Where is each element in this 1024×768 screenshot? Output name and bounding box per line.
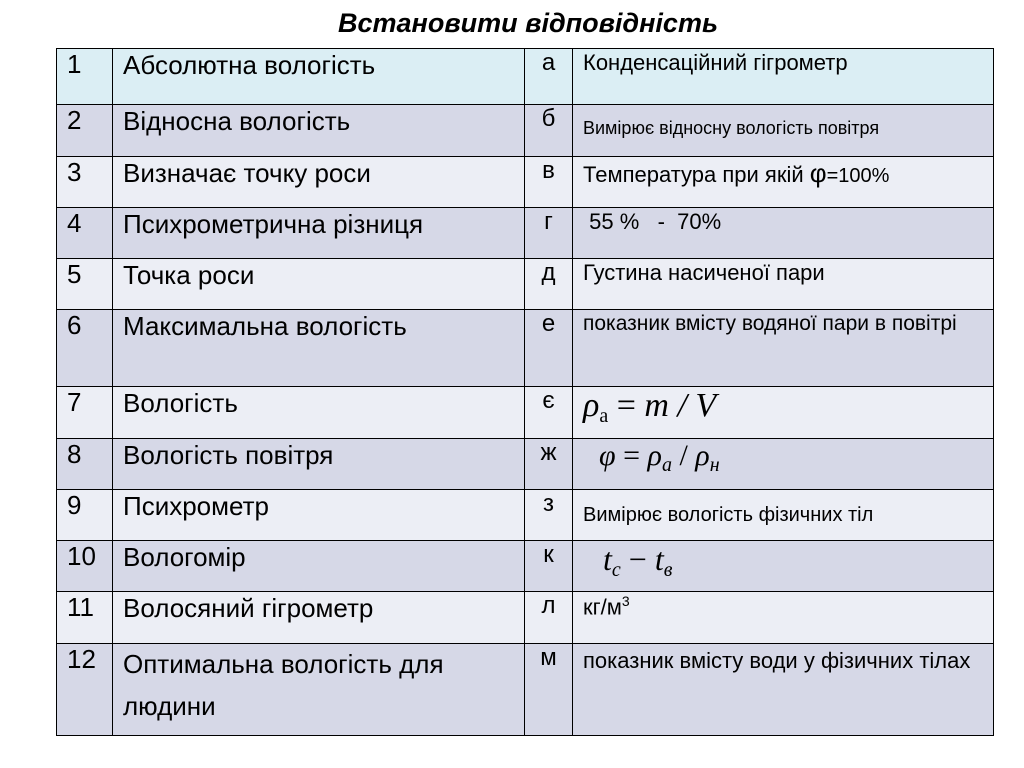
letter-cell: г xyxy=(525,208,573,259)
letter-cell: ж xyxy=(525,439,573,490)
table-row xyxy=(57,644,994,736)
definition-cell xyxy=(573,592,994,644)
term-cell: Вологість xyxy=(113,387,525,439)
letter-cell: є xyxy=(525,387,573,439)
formula-cell xyxy=(573,541,994,592)
row-number: 1 xyxy=(57,49,113,105)
unit-base: кг/м xyxy=(583,594,622,620)
formula-subscript: н xyxy=(709,454,720,476)
formula-subscript: а xyxy=(599,405,609,427)
formula-rhs: m / V xyxy=(644,387,717,424)
term-cell: Психрометр xyxy=(113,490,525,541)
row-number: 4 xyxy=(57,208,113,259)
formula-subscript: c xyxy=(611,559,621,581)
equals-sign: = xyxy=(623,439,641,472)
row-number: 3 xyxy=(57,157,113,208)
term-cell: Оптимальна вологість для людини xyxy=(113,644,525,736)
table-row xyxy=(57,259,994,310)
definition-cell: Конденсаційний гігрометр xyxy=(573,49,994,105)
definition-text: Температура при якій xyxy=(583,162,810,187)
row-number: 7 xyxy=(57,387,113,439)
rho-symbol: ρ xyxy=(647,439,662,472)
row-number: 8 xyxy=(57,439,113,490)
minus-sign: − xyxy=(620,541,655,577)
letter-cell: л xyxy=(525,592,573,644)
row-number: 11 xyxy=(57,592,113,644)
row-number: 5 xyxy=(57,259,113,310)
row-number: 2 xyxy=(57,105,113,157)
t-symbol: t xyxy=(654,541,664,577)
letter-cell: а xyxy=(525,49,573,105)
table-row xyxy=(57,157,994,208)
table-row xyxy=(57,387,994,439)
phi-symbol: φ xyxy=(809,158,827,188)
term-cell: Максимальна вологість xyxy=(113,310,525,387)
definition-cell: Вимірює відносну вологість повітря xyxy=(573,105,994,157)
letter-cell: к xyxy=(525,541,573,592)
term-cell: Визначає точку роси xyxy=(113,157,525,208)
table-row xyxy=(57,208,994,259)
term-cell: Психрометрична різниця xyxy=(113,208,525,259)
row-number: 9 xyxy=(57,490,113,541)
formula-subscript: в xyxy=(663,559,673,581)
term-cell: Абсолютна вологість xyxy=(113,49,525,105)
row-number: 10 xyxy=(57,541,113,592)
unit-exponent: 3 xyxy=(621,593,630,609)
table-row xyxy=(57,310,994,387)
letter-cell: м xyxy=(525,644,573,736)
term-cell: Відносна вологість xyxy=(113,105,525,157)
term-cell: Вологомір xyxy=(113,541,525,592)
table-row xyxy=(57,592,994,644)
phi-symbol: φ xyxy=(599,439,616,472)
letter-cell: в xyxy=(525,157,573,208)
term-cell: Волосяний гігрометр xyxy=(113,592,525,644)
definition-cell xyxy=(573,157,994,208)
term-cell: Точка роси xyxy=(113,259,525,310)
letter-cell: з xyxy=(525,490,573,541)
rho-symbol: ρ xyxy=(583,387,600,424)
letter-cell: б xyxy=(525,105,573,157)
slash-sign: / xyxy=(671,439,696,472)
table-row xyxy=(57,105,994,157)
formula-cell xyxy=(573,387,994,439)
matching-table xyxy=(56,48,994,736)
table-row xyxy=(57,541,994,592)
t-symbol: t xyxy=(603,541,612,577)
equals-sign: = xyxy=(616,387,636,424)
table-row xyxy=(57,49,994,105)
letter-cell: д xyxy=(525,259,573,310)
table-row xyxy=(57,439,994,490)
rho-symbol: ρ xyxy=(695,439,710,472)
definition-cell: показник вмісту води у фізичних тілах xyxy=(573,644,994,736)
definition-value: =100% xyxy=(826,165,890,187)
definition-cell: Вимірює вологість фізичних тіл xyxy=(573,490,994,541)
formula-subscript: а xyxy=(661,454,672,476)
formula-cell xyxy=(573,439,994,490)
row-number: 12 xyxy=(57,644,113,736)
definition-cell: показник вмісту водяної пари в повітрі xyxy=(573,310,994,387)
row-number: 6 xyxy=(57,310,113,387)
definition-cell: Густина насиченої пари xyxy=(573,259,994,310)
letter-cell: е xyxy=(525,310,573,387)
definition-cell: 55 % - 70% xyxy=(573,208,994,259)
page-title: Встановити відповідність xyxy=(338,8,718,38)
term-cell: Вологість повітря xyxy=(113,439,525,490)
table-row xyxy=(57,490,994,541)
